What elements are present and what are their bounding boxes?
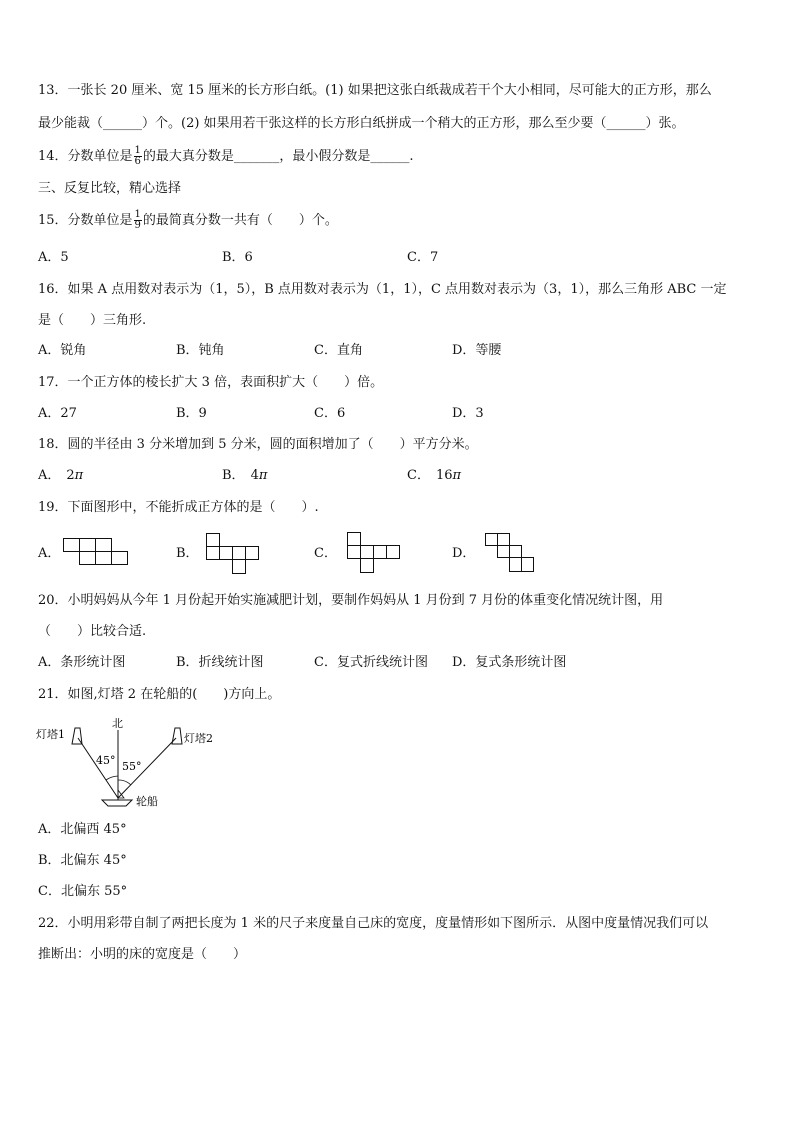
q20-line2: （ ）比较合适.	[38, 624, 147, 639]
tower2-label: 灯塔2	[184, 732, 213, 745]
q18-option-c-label: C．	[407, 468, 430, 483]
q17-option-b[interactable]: B．9	[176, 406, 207, 421]
tower1-label: 灯塔1	[36, 728, 65, 741]
q15-frac-num: 1	[134, 209, 141, 220]
q16-line2: 是（ ）三角形.	[38, 313, 147, 328]
angle-45-label: 45°	[96, 754, 116, 767]
q15-option-b[interactable]: B．6	[222, 250, 253, 265]
q20-option-c[interactable]: C．复式折线统计图	[314, 655, 428, 670]
q16-line1: 16．如果 A 点用数对表示为（1，5），B 点用数对表示为（1，1），C 点用数对表示为（3，1），那么三角形 ABC 一定	[38, 282, 727, 297]
ship-label: 轮船	[136, 795, 158, 808]
ship-icon	[102, 800, 132, 806]
q18-option-b-label: B．	[222, 468, 245, 483]
q16-option-b[interactable]: B．钝角	[176, 343, 225, 358]
cube-net-b	[206, 533, 262, 577]
q15-option-c[interactable]: C．7	[407, 250, 439, 265]
cube-net-a	[63, 538, 129, 568]
q13-line2: 最少能裁（______）个。(2) 如果用若干张这样的长方形白纸拼成一个稍大的正方形，那么至少要（______）张。	[38, 116, 685, 131]
q19-option-b-label[interactable]: B．	[176, 546, 199, 561]
q21-text: 21．如图,灯塔 2 在轮船的( )方向上。	[38, 687, 281, 702]
north-label: 北	[112, 717, 123, 730]
q14-post: 的最大真分数是_______，最小假分数是______.	[142, 149, 414, 164]
q19-option-d-label[interactable]: D．	[452, 546, 476, 561]
pi-symbol: π	[452, 468, 462, 483]
pi-symbol: π	[258, 468, 268, 483]
cube-net-d	[485, 533, 537, 575]
q18-text: 18．圆的半径由 3 分米增加到 5 分米，圆的面积增加了（ ）平方分米。	[38, 437, 478, 452]
q19-option-c-label[interactable]: C．	[314, 546, 337, 561]
cube-net-c	[347, 532, 403, 576]
q18-option-c-value: 16	[435, 468, 453, 483]
q14-frac-den: 6	[134, 156, 141, 167]
q14-fraction	[134, 146, 142, 167]
line-to-tower1	[78, 738, 118, 798]
section-heading: 三、反复比较，精心选择	[38, 181, 182, 196]
q15-fraction	[134, 210, 142, 231]
q20-option-d[interactable]: D．复式条形统计图	[452, 655, 567, 670]
q17-option-d[interactable]: D．3	[452, 406, 484, 421]
q20-line1: 20．小明妈妈从今年 1 月份起开始实施减肥计划，要制作妈妈从 1 月份到 7 月份的体重变化情况统计图，用	[38, 593, 664, 608]
q22-line1: 22．小明用彩带自制了两把长度为 1 米的尺子来度量自己床的宽度，度量情形如下图所示．从图中度量情况我们可以	[38, 916, 709, 931]
q21-option-a[interactable]: A．北偏西 45°	[38, 822, 127, 837]
q14-text	[38, 146, 414, 167]
q20-option-b[interactable]: B．折线统计图	[176, 655, 264, 670]
q16-option-c[interactable]: C．直角	[314, 343, 363, 358]
q16-option-a[interactable]: A．锐角	[38, 343, 87, 358]
q15-option-a[interactable]: A．5	[38, 250, 69, 265]
q19-text: 19．下面图形中，不能折成正方体的是（ ）.	[38, 500, 319, 515]
lighthouse-direction-figure	[36, 716, 226, 820]
q17-option-c[interactable]: C．6	[314, 406, 346, 421]
q19-option-a-label[interactable]: A．	[38, 546, 61, 561]
q18-option-b-value: 4	[250, 468, 259, 483]
q15-text	[38, 210, 338, 231]
q15-pre: 15．分数单位是	[38, 213, 133, 228]
q22-line2: 推断出：小明的床的宽度是（ ）	[38, 947, 247, 962]
pi-symbol: π	[74, 468, 84, 483]
lighthouse-2-icon	[172, 728, 182, 744]
q15-post: 的最简真分数一共有（ ）个。	[142, 213, 338, 228]
q14-frac-num: 1	[134, 145, 141, 156]
q13-line1: 13．一张长 20 厘米、宽 15 厘米的长方形白纸。(1) 如果把这张白纸裁成若干个大小相同，尽可能大的正方形，那么	[38, 83, 712, 98]
q18-option-b[interactable]	[222, 468, 267, 484]
q21-option-c[interactable]: C．北偏东 55°	[38, 884, 128, 899]
q18-option-a[interactable]	[38, 468, 83, 484]
q17-option-a[interactable]: A．27	[38, 406, 77, 421]
q15-frac-den: 9	[134, 220, 141, 231]
q18-option-c[interactable]	[407, 468, 461, 484]
angle-55-label: 55°	[122, 760, 142, 773]
q20-option-a[interactable]: A．条形统计图	[38, 655, 126, 670]
q14-pre: 14．分数单位是	[38, 149, 133, 164]
q16-option-d[interactable]: D．等腰	[452, 343, 502, 358]
q21-option-b[interactable]: B．北偏东 45°	[38, 853, 127, 868]
q17-text: 17．一个正方体的棱长扩大 3 倍，表面积扩大（ ）倍。	[38, 375, 384, 390]
q18-option-a-value: 2	[66, 468, 75, 483]
q18-option-a-label: A．	[38, 468, 61, 483]
